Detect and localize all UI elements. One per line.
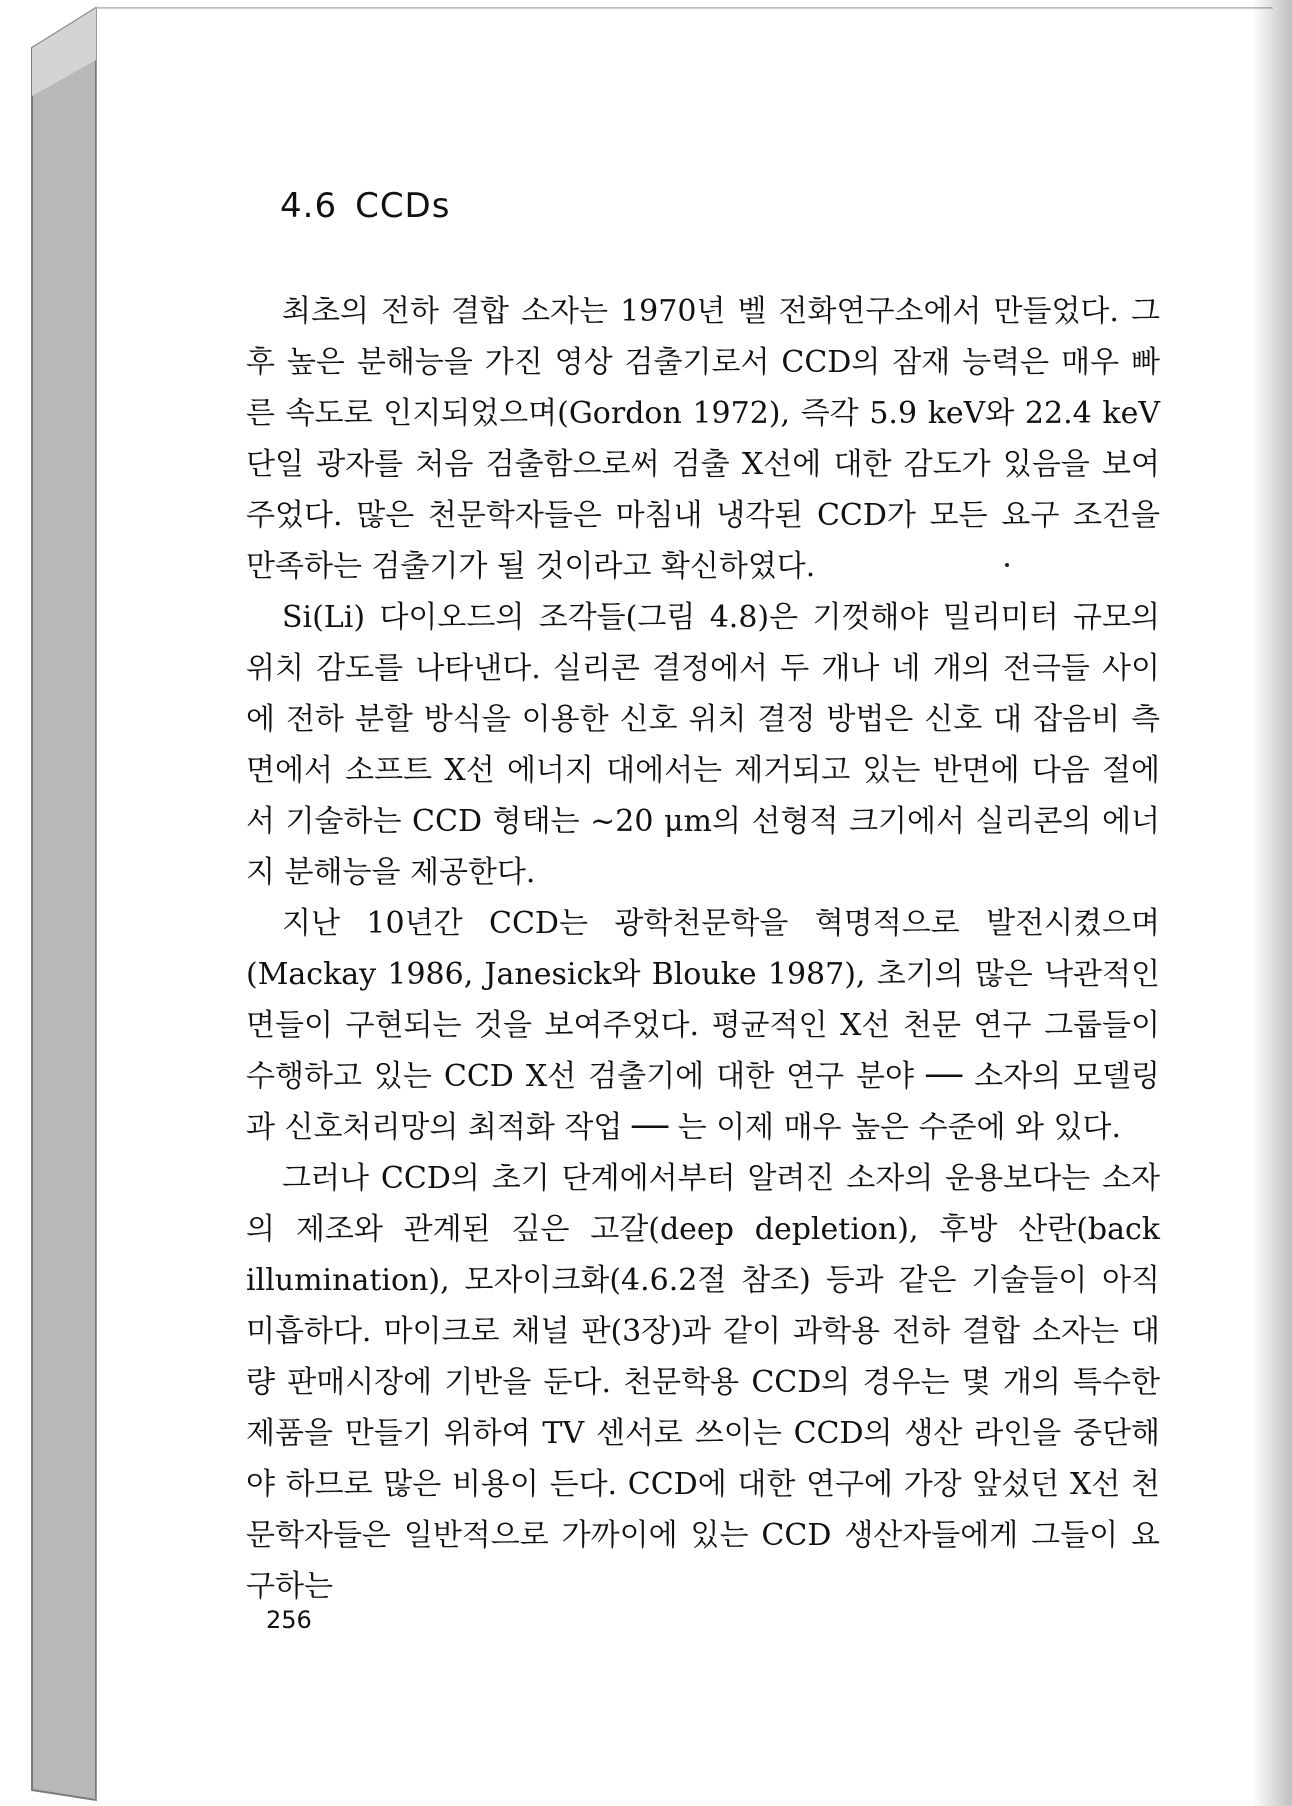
- body-text: [246, 286, 1160, 1612]
- paragraph: Si(Li) 다이오드의 조각들(그림 4.8)은 기껏해야 밀리미터 규모의 위치 감도를 나타낸다. 실리콘 결정에서 두 개나 네 개의 전극들 사이에 전하 분할 방식을 이용한 신호 위치 결정 방법은 신호 대 잡음비 측면에서 소프트 X선 에너지 대에서는 제거되고 있는 반면에 다음 절에서 기술하는 CCD 형태는 ~20 μm의 선형적 크기에서 실리콘의 에너지 분해능을 제공한다.: [246, 600, 1160, 890]
- stray-mark: [1005, 563, 1009, 567]
- section-title: CCDs: [355, 186, 451, 226]
- section-heading: [280, 186, 450, 226]
- paragraph: 지난 10년간 CCD는 광학천문학을 혁명적으로 발전시켰으며(Mackay 1986, Janesick와 Blouke 1987), 초기의 많은 낙관적인 면들이 구현되는 것을 보여주었다. 평균적인 X선 천문 연구 그룹들이 수행하고 있는 CCD X선 검출기에 대한 연구 분야 ── 소자의 모델링과 신호처리망의 최적화 작업 ── 는 이제 매우 높은 수준에 와 있다.: [246, 906, 1160, 1145]
- section-number: 4.6: [280, 186, 338, 226]
- paragraph: 최초의 전하 결합 소자는 1970년 벨 전화연구소에서 만들었다. 그 후 높은 분해능을 가진 영상 검출기로서 CCD의 잠재 능력은 매우 빠른 속도로 인지되었으며(Gordon 1972), 즉각 5.9 keV와 22.4 keV 단일 광자를 처음 검출함으로써 검출 X선에 대한 감도가 있음을 보여주었다. 많은 천문학자들은 마침내 냉각된 CCD가 모든 요구 조건을 만족하는 검출기가 될 것이라고 확신하였다.: [246, 294, 1160, 584]
- page-edge-shadow: [1252, 0, 1292, 1806]
- paragraph: 그러나 CCD의 초기 단계에서부터 알려진 소자의 운용보다는 소자의 제조와 관계된 깊은 고갈(deep depletion), 후방 산란(back illumination), 모자이크화(4.6.2절 참조) 등과 같은 기술들이 아직 미흡하다. 마이크로 채널 판(3장)과 같이 과학용 전하 결합 소자는 대량 판매시장에 기반을 둔다. 천문학용 CCD의 경우는 몇 개의 특수한 제품을 만들기 위하여 TV 센서로 쓰이는 CCD의 생산 라인을 중단해야 하므로 많은 비용이 든다. CCD에 대한 연구에 가장 앞섰던 X선 천문학자들은 일반적으로 가까이에 있는 CCD 생산자들에게 그들이 요구하는: [246, 1161, 1160, 1604]
- page-number: 256: [266, 1606, 312, 1634]
